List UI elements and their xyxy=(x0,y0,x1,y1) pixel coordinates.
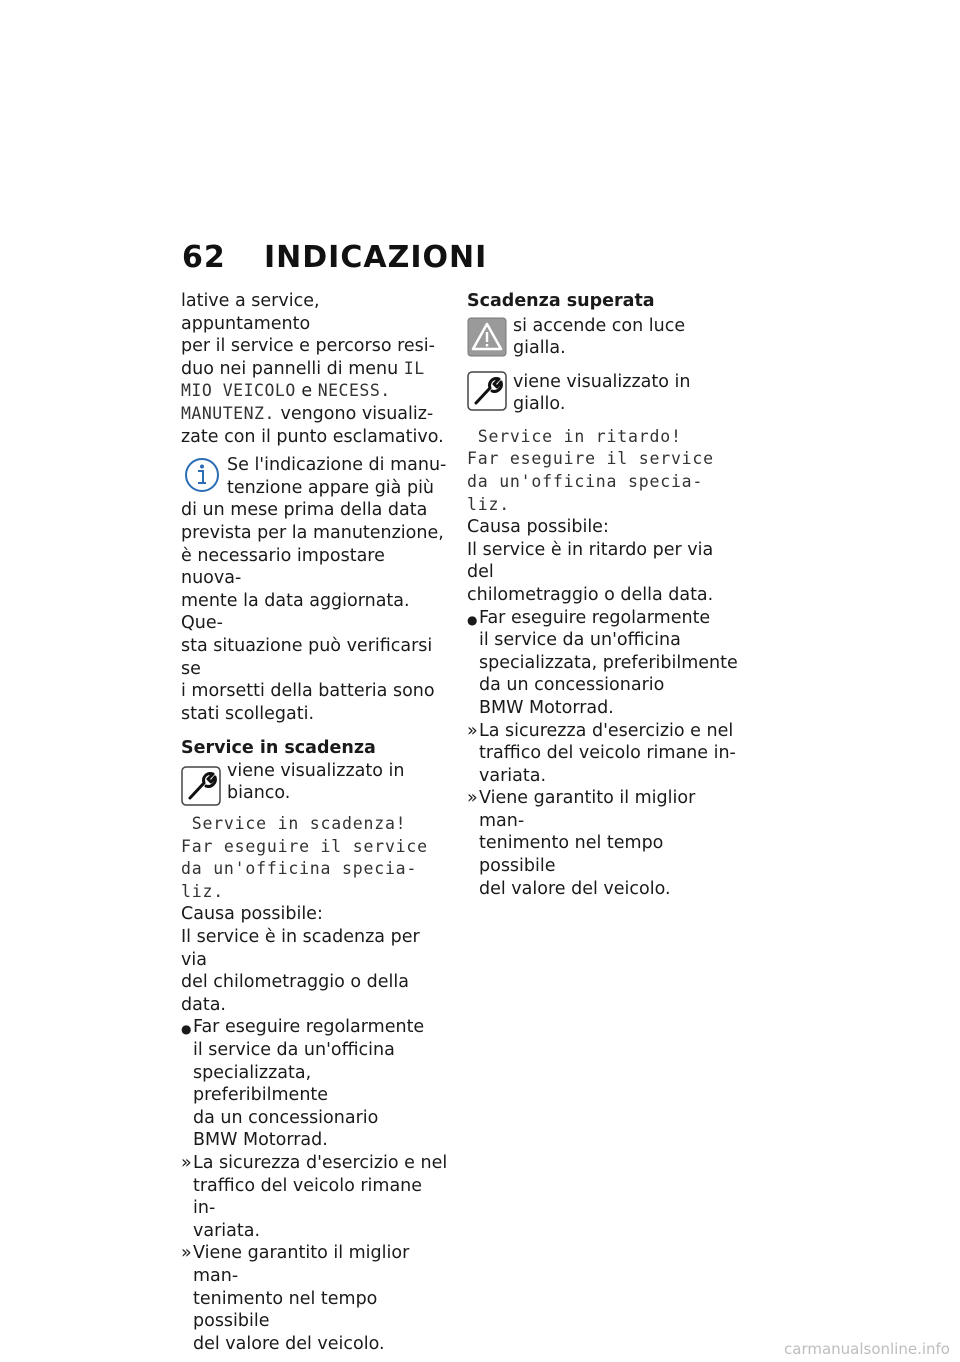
page-number: 62 xyxy=(182,240,226,275)
display-message: Service in ritardo! Far eseguire il service da un'officina specia- liz. xyxy=(467,426,714,514)
menu-name-mio-veicolo: MIO VEICOLO xyxy=(181,381,296,401)
result-mark: » xyxy=(181,1152,192,1173)
section-title-scadenza-superata: Scadenza superata xyxy=(467,291,655,311)
result-item: » Viene garantito il miglior man- tenimento nel tempo possibile del valore del veicolo. xyxy=(467,788,696,899)
display-message: Service in scadenza! Far eseguire il service da un'officina specia- liz. xyxy=(181,814,428,901)
cause-label: Causa possibile: xyxy=(467,517,609,538)
wrench-icon xyxy=(181,766,223,806)
result-item: » La sicurezza d'esercizio e nel traffico del veicolo rimane in- variata. xyxy=(181,1152,448,1241)
cause-text: Il service è in ritardo per via del chilometraggio o della data. xyxy=(467,539,714,605)
action-bullet: ● Far eseguire regolarmente il service da un'officina specializzata, preferibilmente da un concessionario BMW Motorrad. xyxy=(467,607,738,718)
result-mark: » xyxy=(181,1243,192,1264)
watermark-link[interactable]: carmanualsonline.info xyxy=(784,1340,950,1358)
menu-name-manutenz: MANUTENZ. xyxy=(181,403,275,423)
info-note: Se l'indicazione di manu- tenzione appare già più xyxy=(181,454,449,499)
warning-triangle-icon xyxy=(467,317,509,357)
result-mark: » xyxy=(467,720,478,741)
section-title-service-in-scadenza: Service in scadenza xyxy=(181,738,376,759)
cause-text: Il service è in scadenza per via del chilometraggio o della data. xyxy=(181,927,420,1015)
wrench-white-note: viene visualizzato in bianco. xyxy=(181,760,449,805)
action-bullet: ● Far eseguire regolarmente il service da un'officina specializzata, preferibilmente da un concessionario BMW Motorrad. xyxy=(181,1017,425,1151)
wrench-yellow-note: viene visualizzato in giallo. xyxy=(467,369,739,416)
bullet-mark: ● xyxy=(181,1022,192,1037)
menu-name-il: IL xyxy=(403,358,425,378)
result-item: » Viene garantito il miglior man- tenimento nel tempo possibile del valore del veicolo. xyxy=(181,1243,410,1354)
info-icon xyxy=(181,456,223,496)
left-column xyxy=(181,290,449,1355)
right-column xyxy=(467,290,739,900)
page-header xyxy=(182,240,487,275)
warning-note: si accende con luce gialla. xyxy=(467,313,739,361)
wrench-icon xyxy=(467,371,509,411)
result-item: » La sicurezza d'esercizio e nel traffico del veicolo rimane in- variata. xyxy=(467,720,736,786)
cause-label: Causa possibile: xyxy=(181,904,323,925)
intro-paragraph: lative a service, appuntamento per il service e percorso resi- duo nei pannelli di menu IL MIO VEICOLO e NECESS. MANUTENZ. vengono visualiz- zate con il punto esclamativo. xyxy=(181,291,444,447)
bullet-mark: ● xyxy=(467,612,478,627)
menu-name-necess: NECESS. xyxy=(317,381,391,401)
result-mark: » xyxy=(467,788,478,809)
note-paragraph: di un mese prima della data prevista per la manutenzione, è necessario impostare nuova- mente la data aggiornata. Que- sta situazione può verificarsi se i morsetti della batteria sono stati scollegati. xyxy=(181,500,444,724)
page-title: INDICAZIONI xyxy=(264,240,488,275)
